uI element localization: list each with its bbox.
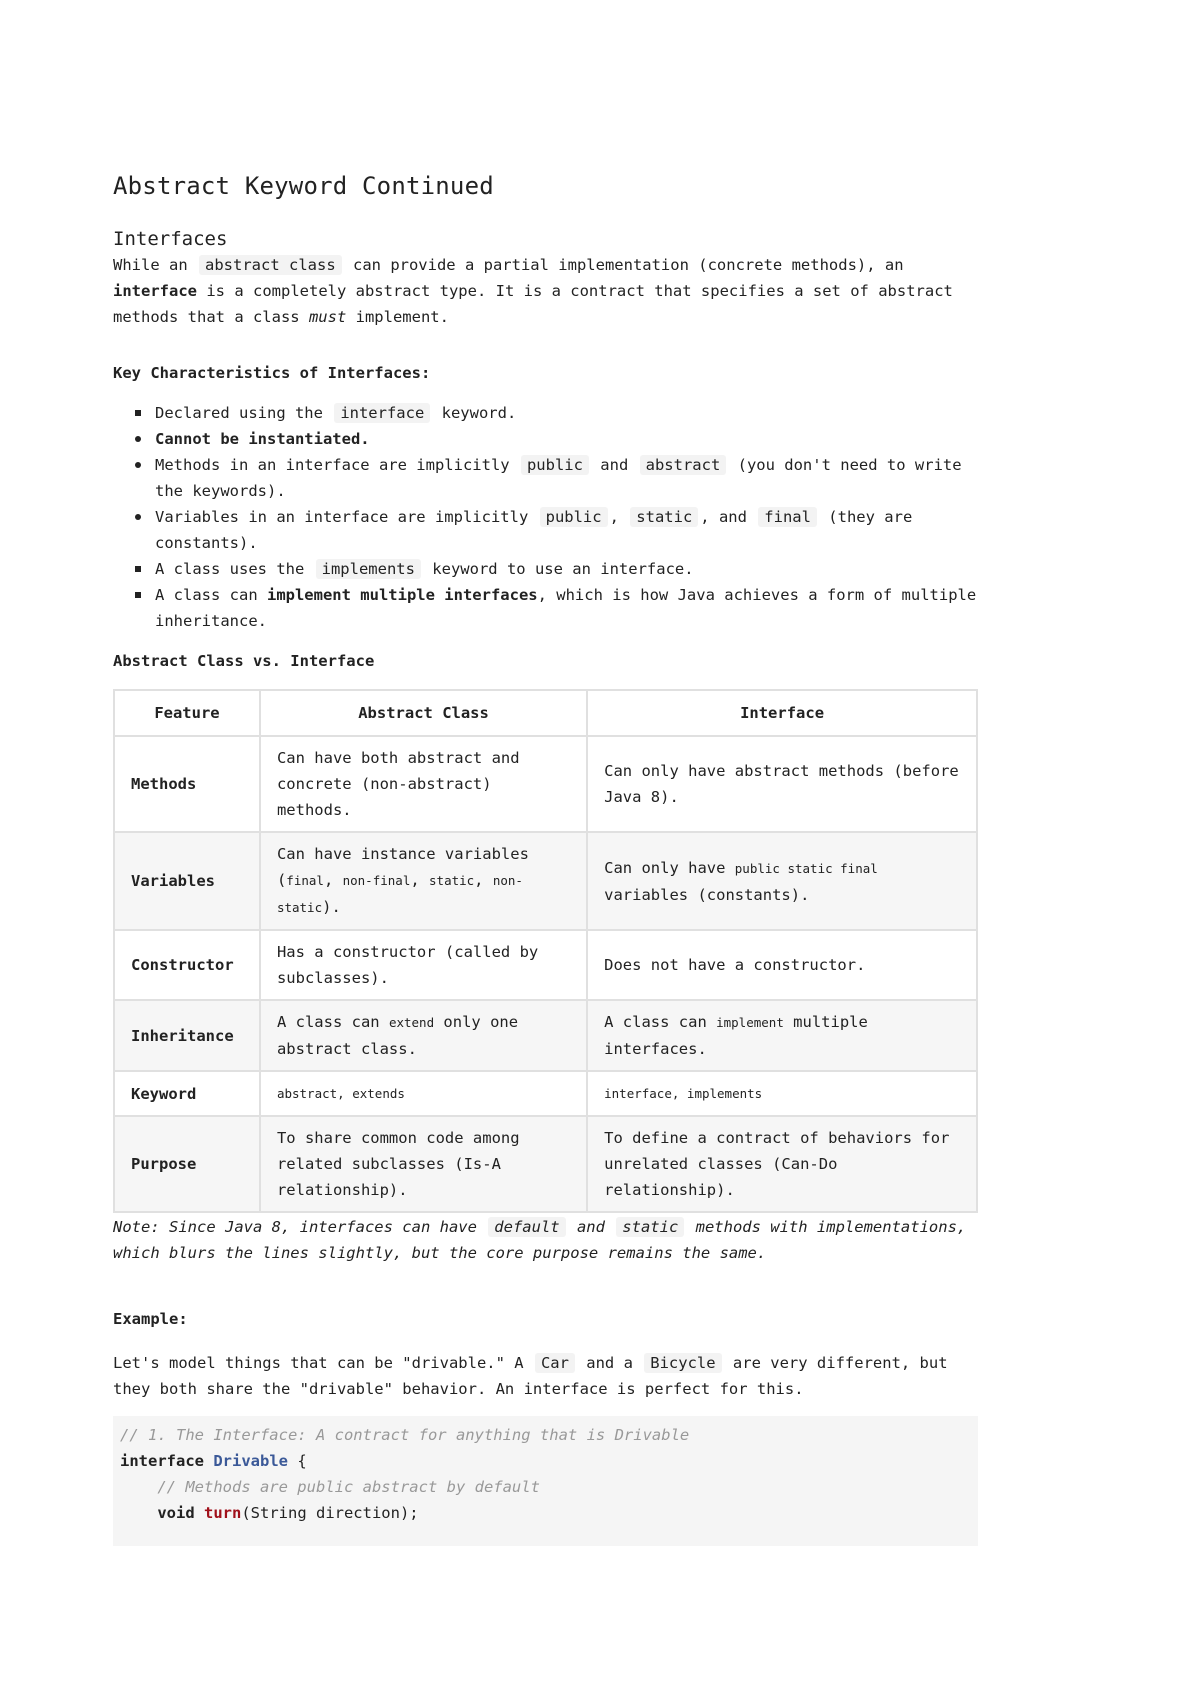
feature-cell: Inheritance — [114, 1000, 260, 1071]
cell-code: non-static — [276, 873, 523, 915]
cell-text: only one abstract class. — [276, 1013, 519, 1058]
comparison-heading: Abstract Class vs. Interface — [113, 652, 375, 670]
table-row — [114, 1000, 977, 1071]
cell-text: , — [671, 1086, 687, 1101]
table-header-row — [114, 690, 977, 736]
intro-text: implement. — [346, 308, 449, 326]
list-text: keyword. — [432, 404, 517, 422]
table-row — [114, 736, 977, 832]
table-row — [114, 1071, 977, 1116]
comparison-table — [113, 689, 978, 1213]
inline-code: public — [521, 455, 589, 475]
round-bullet-icon — [135, 462, 141, 468]
interface-cell: Can only have abstract methods (before Java 8). — [587, 736, 977, 832]
list-text: (they are constants). — [155, 508, 913, 552]
list-item — [113, 582, 978, 634]
column-header: Feature — [114, 690, 260, 736]
list-text: and — [590, 456, 638, 474]
intro-paragraph — [113, 252, 978, 330]
list-text: Declared using the — [155, 404, 333, 422]
inline-code: abstract — [640, 455, 727, 475]
list-item — [113, 426, 978, 452]
feature-cell: Methods — [114, 736, 260, 832]
inline-code: Car — [535, 1353, 575, 1373]
list-bold: implement multiple interfaces — [266, 586, 538, 604]
abstract-class-cell — [260, 832, 587, 930]
cell-text: A class can — [604, 1013, 717, 1031]
intro-text: can provide a partial implementation (concrete methods), an — [343, 256, 904, 274]
inline-code: default — [488, 1217, 565, 1237]
list-text: , — [609, 508, 629, 526]
cell-text: , — [323, 871, 343, 889]
code-keyword: void — [157, 1504, 195, 1522]
abstract-class-cell: Has a constructor (called by subclasses). — [260, 930, 587, 1000]
cell-code: static — [429, 873, 475, 888]
list-item — [113, 556, 978, 582]
list-item — [113, 400, 978, 426]
cell-code: abstract — [276, 1086, 338, 1101]
list-text: keyword to use an interface. — [422, 560, 694, 578]
characteristics-list — [113, 400, 978, 634]
cell-code: non-final — [342, 873, 411, 888]
square-bullet-icon — [135, 410, 141, 416]
intro-emphasis: must — [308, 308, 347, 326]
interface-cell — [587, 1071, 977, 1116]
cell-code: extends — [352, 1086, 405, 1101]
cell-code: extend — [388, 1015, 435, 1030]
code-block — [113, 1416, 978, 1546]
round-bullet-icon — [135, 514, 141, 520]
feature-cell: Purpose — [114, 1116, 260, 1212]
list-text: , which is how Java achieves a form of multiple inheritance. — [155, 586, 977, 630]
feature-cell: Keyword — [114, 1071, 260, 1116]
example-heading: Example: — [113, 1310, 188, 1328]
square-bullet-icon — [135, 592, 141, 598]
inline-code: static — [630, 507, 698, 527]
cell-code: implement — [716, 1015, 784, 1030]
cell-text: variables (constants). — [604, 885, 810, 904]
code-comment: // Methods are public abstract by default — [157, 1478, 540, 1496]
square-bullet-icon — [135, 566, 141, 572]
code-function-name: turn — [204, 1504, 242, 1522]
intro-text: While an — [113, 256, 197, 274]
intro-bold: interface — [113, 282, 197, 300]
note-text: methods with implementations, which blurs the lines slightly, but the core purpose remains the same. — [113, 1218, 967, 1262]
example-text: are very different, but they both share the "drivable" behavior. An interface is perfect for this. — [113, 1354, 948, 1398]
cell-text: , — [410, 871, 430, 889]
cell-text: A class can — [276, 1013, 389, 1031]
round-bullet-icon — [135, 436, 141, 442]
table-row — [114, 1116, 977, 1212]
list-text: Methods in an interface are implicitly — [155, 456, 519, 474]
feature-cell: Constructor — [114, 930, 260, 1000]
interface-cell — [587, 1000, 977, 1071]
table-row — [114, 930, 977, 1000]
page-title: Abstract Keyword Continued — [113, 172, 494, 200]
inline-code: final — [758, 507, 817, 527]
list-text: , and — [700, 508, 757, 526]
cell-code: implements — [686, 1086, 763, 1101]
code-args: (String direction); — [241, 1504, 419, 1522]
column-header: Interface — [587, 690, 977, 736]
list-text: (you don't need to write the keywords). — [155, 456, 962, 500]
cell-text: Can only have — [604, 858, 735, 877]
note-text: Note: Since Java 8, interfaces can have — [113, 1218, 487, 1236]
list-item — [113, 504, 978, 556]
table-row — [114, 832, 977, 930]
cell-text: multiple interfaces. — [604, 1013, 868, 1058]
cell-text: Can have instance variables ( — [276, 845, 529, 889]
inline-code: implements — [316, 559, 421, 579]
cell-text: ). — [322, 898, 341, 916]
interface-cell — [587, 832, 977, 930]
code-type-name: Drivable — [213, 1452, 288, 1470]
section-heading-interfaces: Interfaces — [113, 228, 228, 250]
abstract-class-cell: Can have both abstract and concrete (non-abstract) methods. — [260, 736, 587, 832]
code-comment: // 1. The Interface: A contract for anything that is Drivable — [120, 1426, 690, 1444]
code-keyword: interface — [120, 1452, 204, 1470]
note-text: and — [567, 1218, 615, 1236]
example-text: and a — [576, 1354, 643, 1372]
inline-code: public — [540, 507, 608, 527]
inline-code: Bicycle — [644, 1353, 721, 1373]
inline-code: static — [616, 1217, 684, 1237]
interface-cell: To define a contract of behaviors for unrelated classes (Can-Do relationship). — [587, 1116, 977, 1212]
abstract-class-cell — [260, 1000, 587, 1071]
list-bold: Cannot be instantiated. — [155, 430, 370, 448]
interface-cell: Does not have a constructor. — [587, 930, 977, 1000]
column-header: Abstract Class — [260, 690, 587, 736]
feature-cell: Variables — [114, 832, 260, 930]
cell-code: interface — [604, 1086, 672, 1101]
intro-text: is a completely abstract type. It is a contract that specifies a set of abstract methods that a class — [113, 282, 953, 326]
example-paragraph — [113, 1350, 978, 1402]
list-text: A class can — [155, 586, 267, 604]
cell-code: final — [286, 873, 324, 888]
list-text: Variables in an interface are implicitly — [155, 508, 538, 526]
cell-code: public static final — [734, 860, 878, 876]
inline-code: abstract class — [199, 255, 342, 275]
list-text: A class uses the — [155, 560, 314, 578]
note-paragraph — [113, 1214, 978, 1266]
code-brace: { — [288, 1452, 307, 1470]
abstract-class-cell: To share common code among related subclasses (Is-A relationship). — [260, 1116, 587, 1212]
example-text: Let's model things that can be "drivable." A — [113, 1354, 533, 1372]
key-characteristics-heading: Key Characteristics of Interfaces: — [113, 364, 431, 382]
abstract-class-cell — [260, 1071, 587, 1116]
cell-text: , — [337, 1086, 353, 1101]
cell-text: , — [474, 871, 493, 889]
inline-code: interface — [334, 403, 430, 423]
list-item — [113, 452, 978, 504]
